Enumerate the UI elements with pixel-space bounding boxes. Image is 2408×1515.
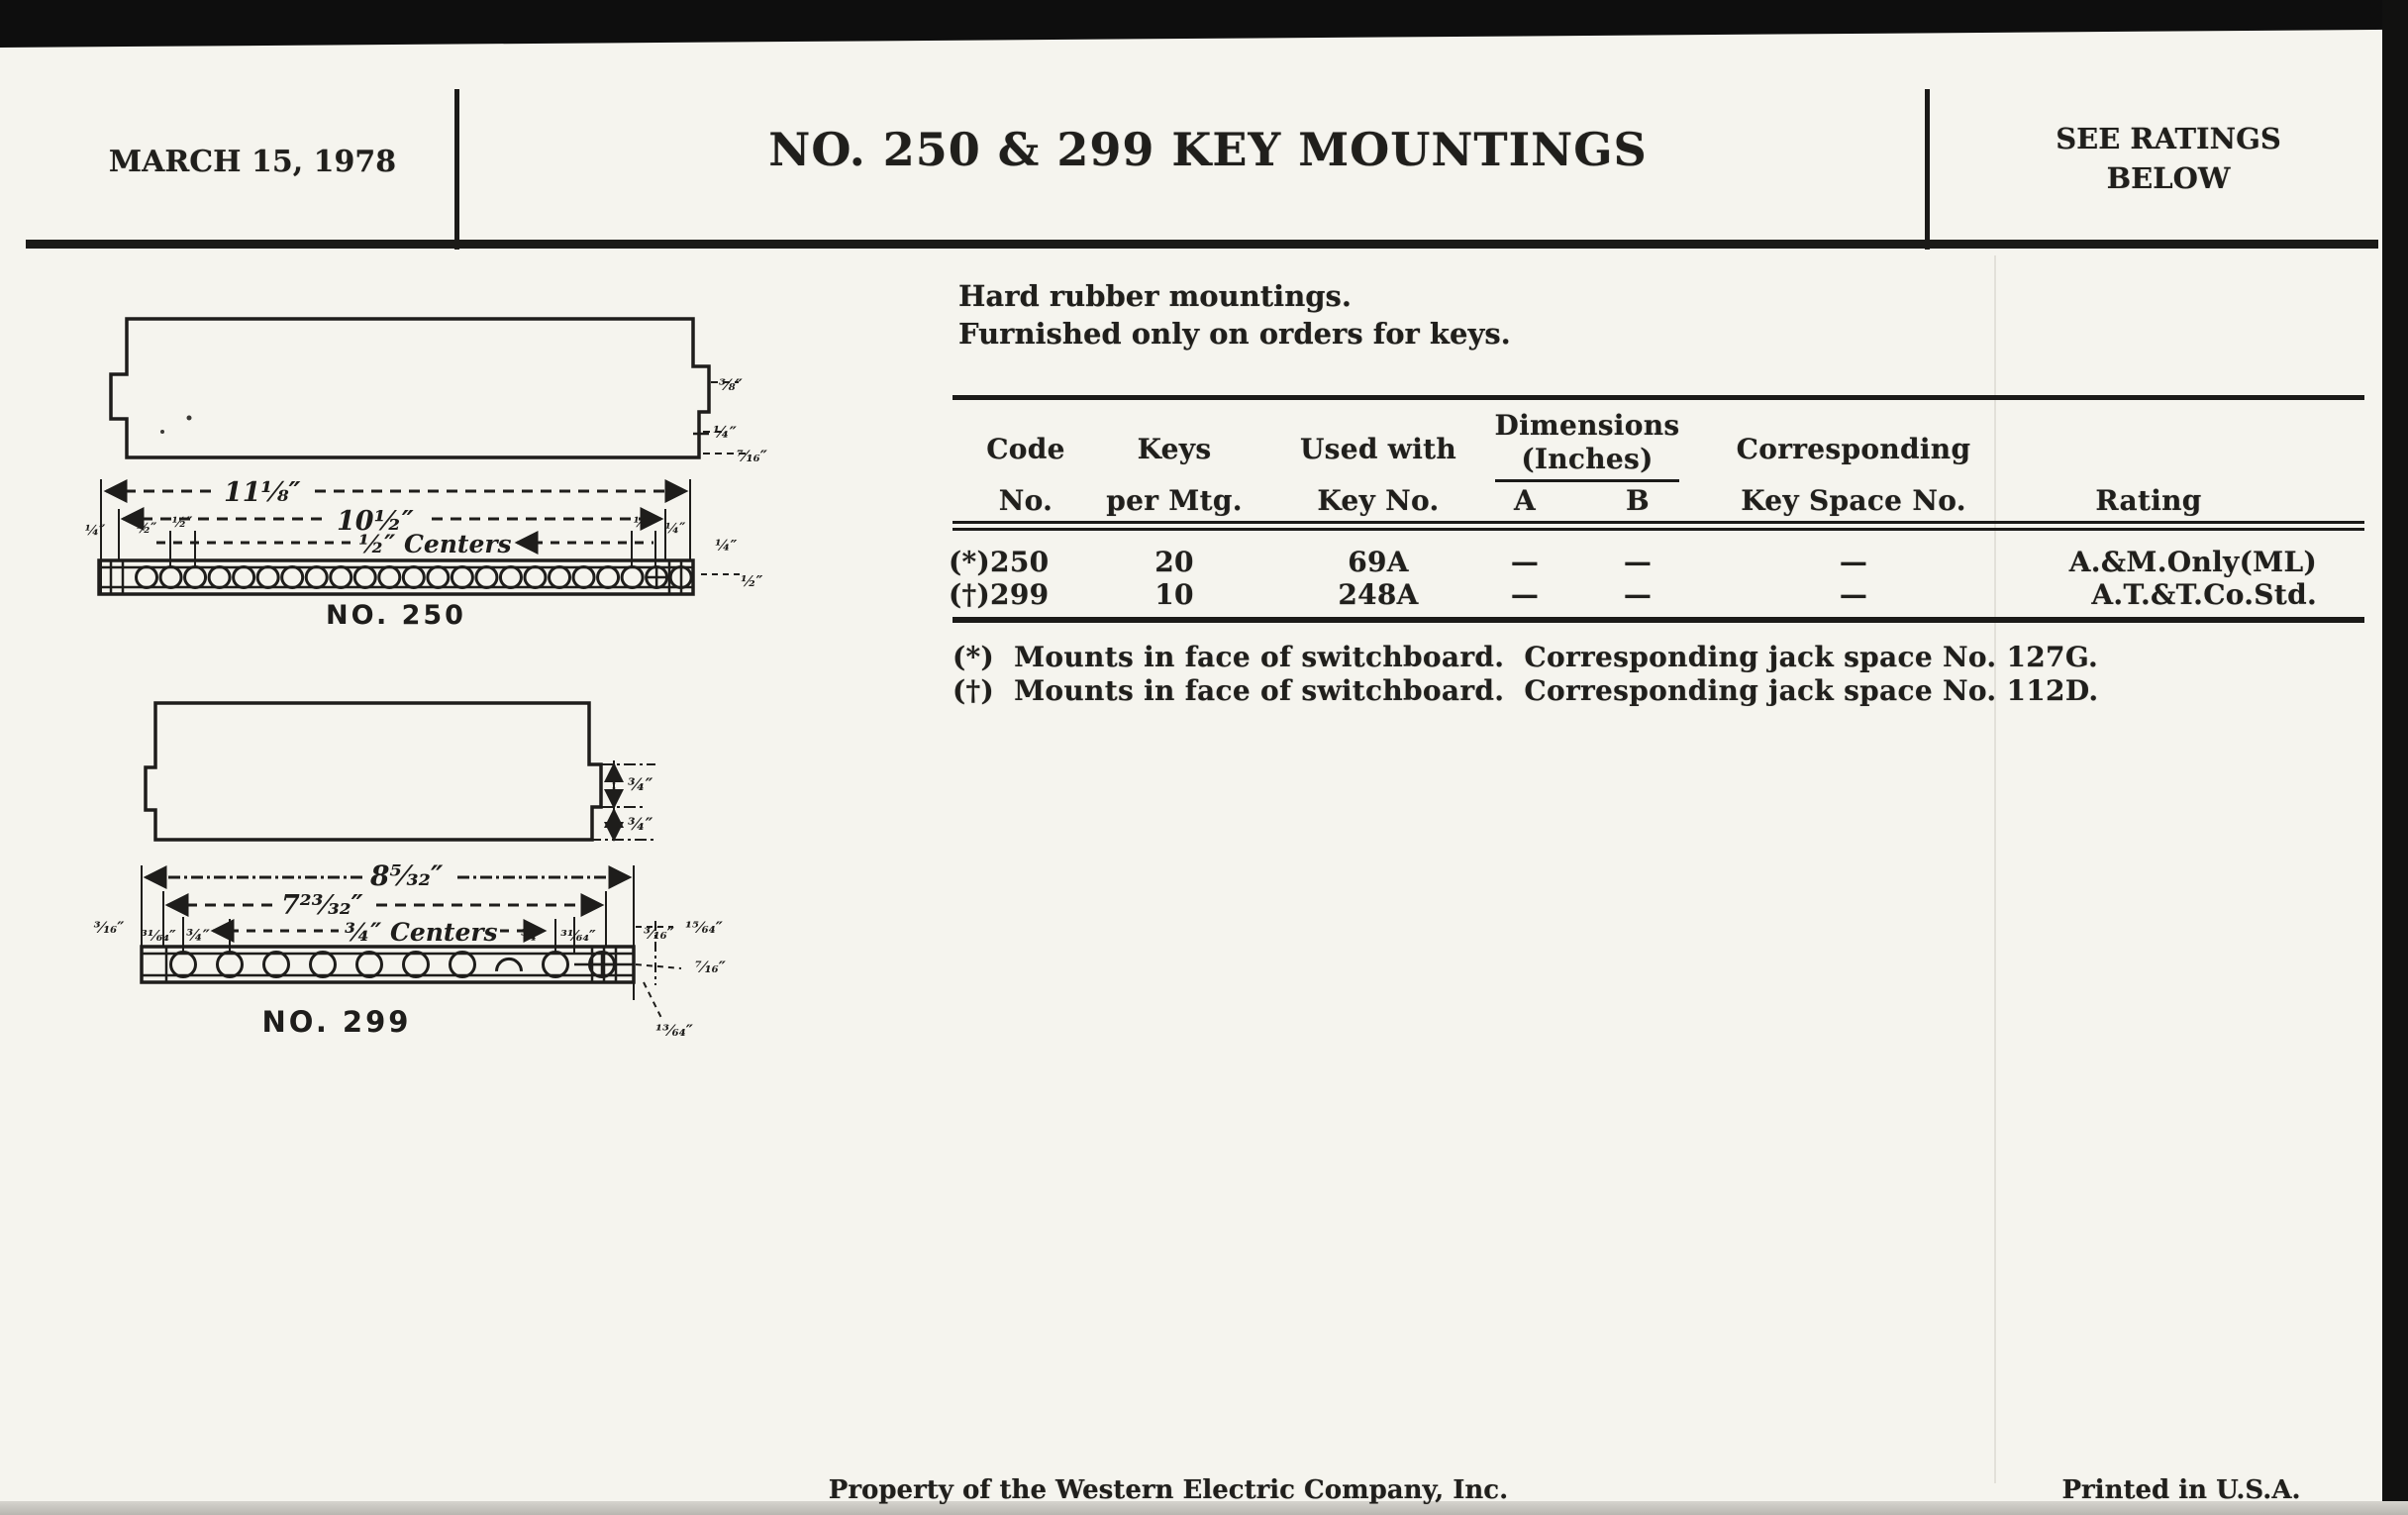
table-row-dim-b: — xyxy=(1623,578,1653,611)
dim-overall: 8⁵⁄₃₂″ xyxy=(370,859,444,892)
table-row-keys: 20 xyxy=(1154,546,1194,578)
scan-right-black-edge xyxy=(2382,0,2408,1515)
drawing-no-299 xyxy=(50,673,822,1069)
dim-callout: ¼″ xyxy=(715,537,738,555)
strip-holes xyxy=(137,567,692,588)
dim-hole-centers: ½″ Centers xyxy=(358,530,512,558)
col-keys-line2: per Mtg. xyxy=(1106,484,1243,517)
col-rating: Rating xyxy=(2095,484,2202,517)
dim-callout: ¹³⁄₆₄″ xyxy=(655,1021,693,1040)
dim-callout: ⅜″ xyxy=(719,375,743,394)
header-double-rule-a xyxy=(953,521,2364,524)
col-code-line1: Code xyxy=(986,433,1065,465)
table-header-inches: (Inches) xyxy=(1521,443,1654,475)
dim-callout: ½″ xyxy=(171,515,193,531)
col-code-line2: No. xyxy=(998,484,1054,517)
see-ratings-line1: SEE RATINGS xyxy=(2056,122,2281,155)
paper-crease-line xyxy=(1994,255,1996,1483)
col-used-line1: Used with xyxy=(1299,433,1457,465)
col-dim-b: B xyxy=(1626,484,1650,517)
table-row-keyspace: — xyxy=(1839,546,1868,578)
dim-callout: ¼″ xyxy=(713,423,737,442)
dim-callout: ¼″ xyxy=(84,523,106,539)
col-corr-line1: Corresponding xyxy=(1736,433,1971,465)
drawing-label: NO. 250 xyxy=(326,600,466,631)
scan-speck xyxy=(160,430,164,434)
table-row-dim-a: — xyxy=(1510,578,1540,611)
table-row-rating: A.T.&T.Co.Std. xyxy=(2091,578,2317,611)
table-row-keys: 10 xyxy=(1154,578,1194,611)
dim-callout: ³⁄₁₆″ xyxy=(93,918,125,937)
drawing-no-250 xyxy=(59,287,812,634)
header-rule xyxy=(26,240,2378,249)
inches-underline xyxy=(1495,479,1679,482)
dim-callout: ¹⁵⁄₆₄″ xyxy=(685,918,723,937)
page-title: NO. 250 & 299 KEY MOUNTINGS xyxy=(768,123,1648,176)
strip-outline xyxy=(99,560,693,594)
see-ratings-line2: BELOW xyxy=(2106,161,2231,195)
table-row-dim-a: — xyxy=(1510,546,1540,578)
footnote-dagger: (†) Mounts in face of switchboard. Corresponding jack space No. 112D. xyxy=(953,674,2099,707)
dim-hole-centers: ¾″ Centers xyxy=(345,918,498,947)
strip-holes xyxy=(171,953,615,977)
col-keys-line1: Keys xyxy=(1137,433,1212,465)
top-view-outline xyxy=(146,703,601,840)
dim-callout: ½″ xyxy=(633,515,654,531)
footer-printed-note: Printed in U.S.A. xyxy=(2061,1475,2301,1505)
dim-callout: ³¹⁄₆₄″ xyxy=(560,927,596,945)
dim-callout: ³¹⁄₆₄″ xyxy=(141,927,176,945)
dim-callout: ⁷⁄₁₆″ xyxy=(737,447,767,465)
table-top-rule xyxy=(953,395,2364,400)
issue-date: MARCH 15, 1978 xyxy=(108,145,397,179)
table-row-rating: A.&M.Only(ML) xyxy=(2068,546,2317,578)
footer-property-note: Property of the Western Electric Company, Inc. xyxy=(828,1475,1509,1505)
table-row-used: 248A xyxy=(1338,578,1419,611)
table-header-dimensions: Dimensions xyxy=(1494,409,1680,442)
scan-top-black-bar xyxy=(0,0,2408,48)
dim-callout: ½″ xyxy=(741,572,763,590)
dim-callout: ¾″ xyxy=(628,815,653,835)
table-row-code: (†)299 xyxy=(949,578,1050,611)
scan-speck xyxy=(187,416,192,421)
intro-line-1: Hard rubber mountings. xyxy=(958,279,1352,313)
dim-screw-centers: 10½″ xyxy=(337,506,414,537)
col-corr-line2: Key Space No. xyxy=(1741,484,1966,517)
header-divider-right xyxy=(1925,89,1930,250)
header-double-rule-b xyxy=(953,528,2364,531)
footnote-asterisk: (*) Mounts in face of switchboard. Corresponding jack space No. 127G. xyxy=(953,641,2099,673)
col-dim-a: A xyxy=(1513,484,1537,517)
table-row-keyspace: — xyxy=(1839,578,1868,611)
dim-callout: ¾″ xyxy=(521,926,545,945)
top-view-outline xyxy=(111,319,709,457)
dim-callout: ⁷⁄₁₆″ xyxy=(695,958,726,976)
table-bottom-rule xyxy=(953,617,2364,623)
table-row-dim-b: — xyxy=(1623,546,1653,578)
dim-callout: ¼″ xyxy=(664,521,686,537)
see-ratings-note xyxy=(1970,119,2366,198)
dim-callout: ¾″ xyxy=(186,926,210,945)
dim-callout: ¾″ xyxy=(628,775,653,795)
dim-overall: 11⅛″ xyxy=(224,477,301,508)
dim-callout: ½″ xyxy=(136,521,157,537)
table-row-used: 69A xyxy=(1348,546,1409,578)
col-used-line2: Key No. xyxy=(1317,484,1440,517)
table-row-code: (*)250 xyxy=(949,546,1050,578)
dim-screw-centers: 7²³⁄₃₂″ xyxy=(281,890,363,921)
dim-callout: ³⁄₁₆″ xyxy=(644,924,674,943)
drawing-label: NO. 299 xyxy=(261,1005,412,1039)
header-divider-left xyxy=(454,89,459,250)
intro-line-2: Furnished only on orders for keys. xyxy=(958,317,1511,351)
